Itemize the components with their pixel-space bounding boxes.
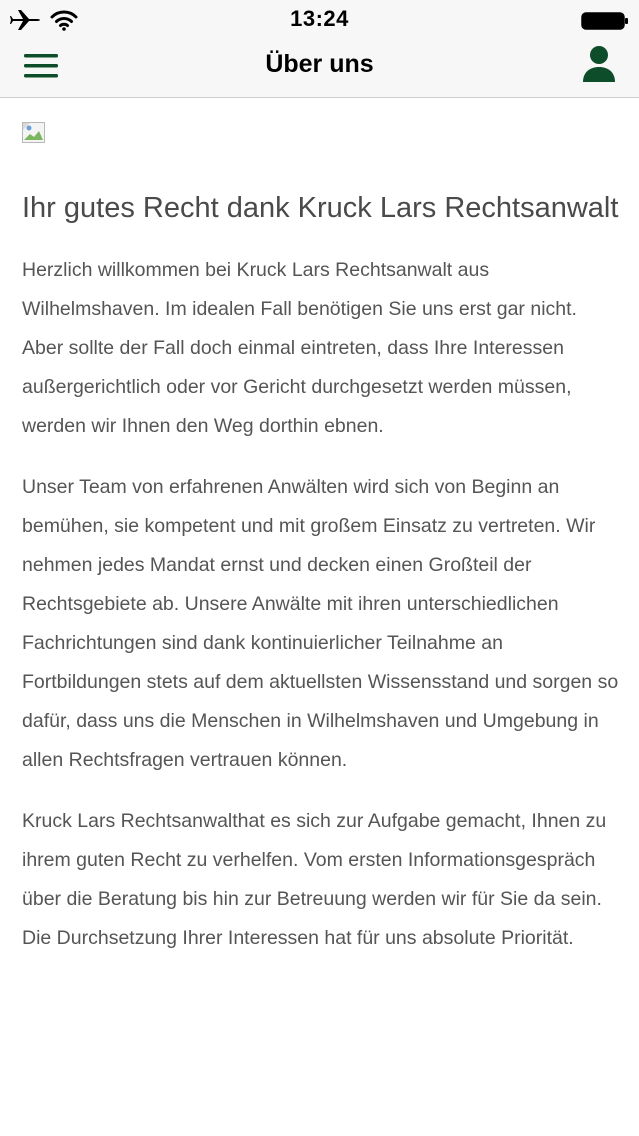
main-content [22,98,620,958]
nav-bar [0,40,639,98]
page-title: Über uns [265,50,374,78]
headline: Ihr gutes Recht dank Kruck Lars Rechtsanwalt [22,192,619,224]
battery-icon [581,12,629,30]
intro-paragraph-3: Kruck Lars Rechtsanwalthat es sich zur Aufgabe gemacht, Ihnen zu ihrem guten Recht zu verhelfen. Vom ersten Informationsgespräch über die Beratung bis hin zur Betreuung werden wir für Sie da sein. Die Durchsetzung Ihrer Interessen hat für uns absolute Priorität. [22,810,607,949]
intro-paragraph-1: Herzlich willkommen bei Kruck Lars Rechtsanwalt aus Wilhelmshaven. Im idealen Fall benötigen Sie uns erst gar nicht. Aber sollte der Fall doch einmal eintreten, dass Ihre Interessen außergerichtlich oder vor Gericht durchgesetzt werden müssen, werden wir Ihnen den Weg dorthin ebnen. [22,259,577,437]
status-bar [0,0,639,40]
hamburger-menu-icon[interactable] [24,52,58,80]
user-icon[interactable] [581,44,617,84]
intro-paragraph-2: Unser Team von erfahrenen Anwälten wird sich von Beginn an bemühen, sie kompetent und mit großem Einsatz zu vertreten. Wir nehmen jedes Mandat ernst und decken einen Großteil der Rechtsgebiete ab. Unsere Anwälte mit ihren unterschiedlichen Fachrichtungen sind dank kontinuierlicher Teilnahme an Fortbildungen stets auf dem aktuellsten Wissensstand und sorgen so dafür, dass uns die Menschen in Wilhelmshaven und Umgebung in allen Rechtsfragen vertrauen können. [22,476,619,771]
status-time: 13:24 [290,6,349,31]
broken-image-icon [22,122,48,146]
